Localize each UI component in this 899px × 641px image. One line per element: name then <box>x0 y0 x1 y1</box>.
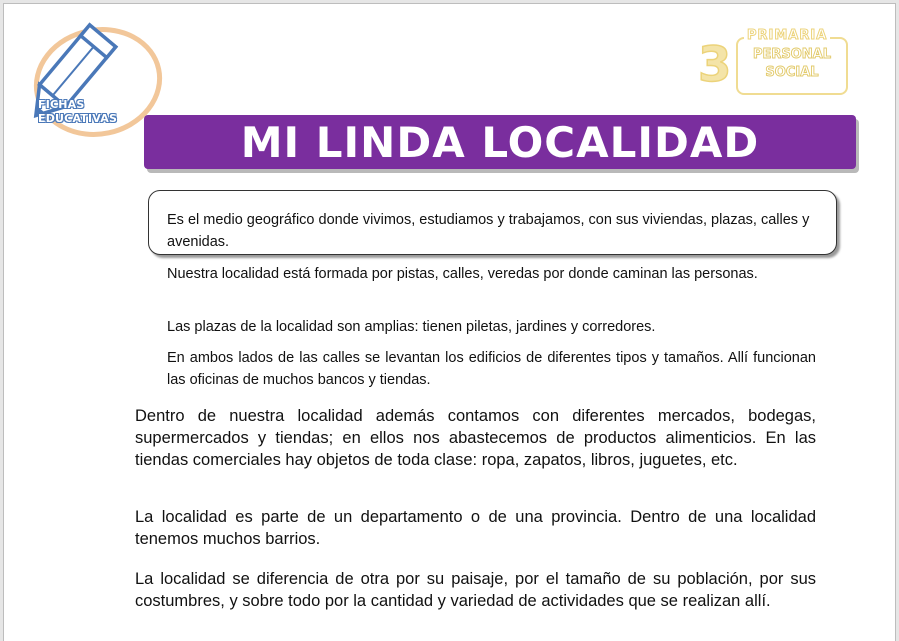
level-label: PRIMARIA <box>744 28 830 43</box>
worksheet-page <box>3 3 896 641</box>
body-paragraph-1: Dentro de nuestra localidad además contamos con diferentes mercados, bodegas, supermercados y tiendas; en ellos nos abastecemos de productos alimenticios. En las tiendas comerciales hay objetos de toda clase: ropa, zapatos, libros, juguetes, etc. <box>135 407 816 469</box>
detail-paragraph-3: En ambos lados de las calles se levantan los edificios de diferentes tipos y tamaños. Allí funcionan las oficinas de muchos bancos y tiendas. <box>167 350 816 388</box>
grade-number: 3 <box>698 37 732 93</box>
logo-line-2: EDUCATIVAS <box>38 112 118 125</box>
page-title: MI LINDA LOCALIDAD <box>240 117 760 167</box>
grade-badge <box>694 28 854 102</box>
subject-line-1: PERSONAL <box>752 47 832 62</box>
detail-paragraph-1: Nuestra localidad está formada por pistas, calles, veredas por donde caminan las personas. <box>167 266 758 282</box>
title-banner <box>144 115 856 169</box>
definition-box: Es el medio geográfico donde vivimos, estudiamos y trabajamos, con sus viviendas, plazas, calles y avenidas. <box>148 190 837 255</box>
body-paragraph-2: La localidad es parte de un departamento o de una provincia. Dentro de una localidad tenemos muchos barrios. <box>135 508 816 548</box>
body-paragraph-3: La localidad se diferencia de otra por su paisaje, por el tamaño de su población, por sus costumbres, y sobre todo por la cantidad y variedad de actividades que se realizan allí. <box>135 570 816 610</box>
subject-line-2: SOCIAL <box>765 65 819 80</box>
subject-label <box>736 46 848 82</box>
logo-line-1: FICHAS <box>38 98 85 111</box>
logo-wordmark <box>38 98 118 126</box>
detail-paragraph-2: Las plazas de la localidad son amplias: tienen piletas, jardines y corredores. <box>167 319 656 335</box>
